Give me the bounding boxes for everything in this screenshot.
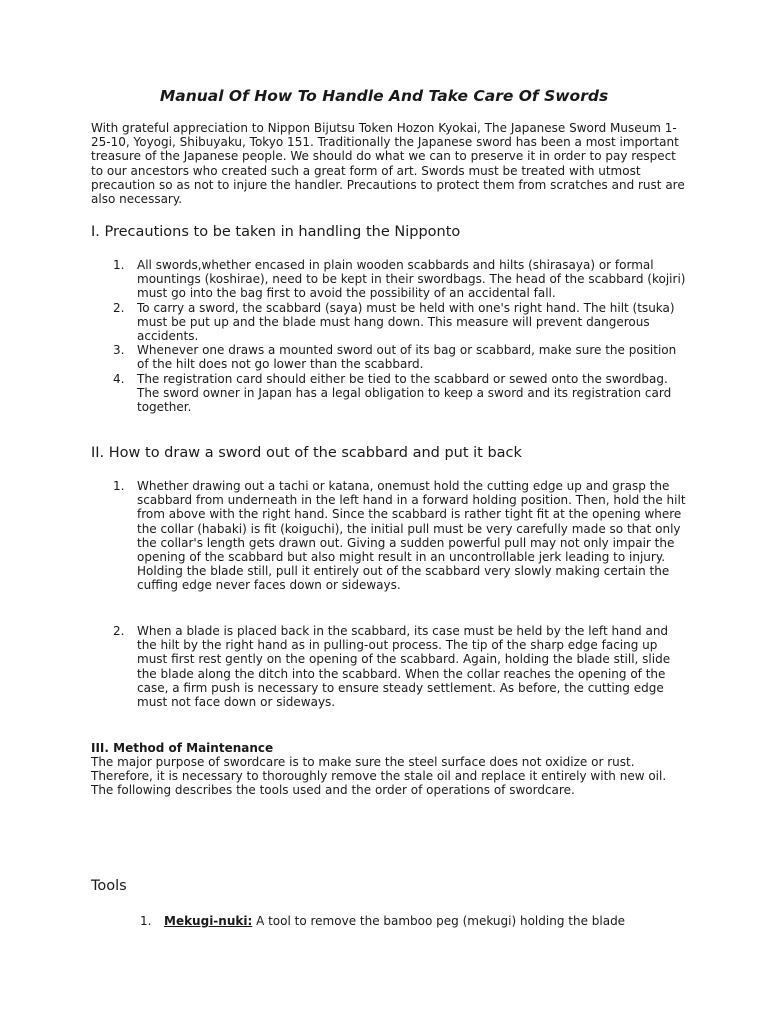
list-item bbox=[91, 343, 691, 371]
list-item-text: To carry a sword, the scabbard (saya) must be held with one's right hand. The hilt (tsuka) must be put up and the blade must hang down. This measure will prevent dangerous accidents. bbox=[137, 300, 675, 344]
list-item-number: 1. bbox=[113, 258, 125, 272]
list-item bbox=[91, 479, 691, 593]
list-item-number: 4. bbox=[113, 371, 125, 386]
section-3-heading: III. Method of Maintenance bbox=[91, 741, 274, 755]
section-3-paragraph: The major purpose of swordcare is to make sure the steel surface does not oxidize or rust. Therefore, it is necessary to thoroughly remove the stale oil and replace it entirely with new oil. The following describes the tools used and the order of operations of swordcare. bbox=[91, 755, 667, 798]
list-item bbox=[91, 258, 691, 301]
intro-paragraph: With grateful appreciation to Nippon Bijutsu Token Hozon Kyokai, The Japanese Sword Museum 1-25-10, Yoyogi, Shibuyaku, Tokyo 151. Traditionally the Japanese sword has been a most important treasure of the Japanese people. We should do what we can to preserve it in order to pay respect to our ancestors who created such a great form of art. Swords must be treated with utmost precaution so as not to injure the handler. Precautions to protect them from scratches and rust are also necessary. bbox=[91, 121, 685, 207]
list-item bbox=[91, 624, 691, 709]
tools-heading: Tools bbox=[91, 878, 127, 894]
tools-list bbox=[91, 914, 691, 928]
list-item-text: Whenever one draws a mounted sword out of its bag or scabbard, make sure the position of the hilt does not go lower than the scabbard. bbox=[137, 343, 677, 372]
document-title: Manual Of How To Handle And Take Care Of Swords bbox=[159, 87, 609, 105]
list-item-number: 1. bbox=[140, 914, 152, 928]
list-item-number: 2. bbox=[113, 300, 125, 315]
list-item-number: 2. bbox=[113, 624, 125, 638]
section-2-list-continued bbox=[91, 624, 691, 709]
list-item-text: When a blade is placed back in the scabbard, its case must be held by the left hand and the hilt by the right hand as in pulling-out process. The tip of the sharp edge facing up must first rest gently on the opening of the scabbard. Again, holding the blade still, slide the blade along the ditch into the scabbard. When the collar reaches the opening of the case, a firm push is necessary to ensure steady settlement. As before, the cutting edge must not face down or sideways. bbox=[137, 624, 671, 710]
list-item bbox=[91, 914, 691, 928]
list-item bbox=[91, 372, 691, 415]
list-item-number: 3. bbox=[113, 343, 125, 358]
list-item-text: A tool to remove the bamboo peg (mekugi) holding the blade bbox=[252, 914, 626, 928]
section-1-heading: I. Precautions to be taken in handling the Nipponto bbox=[91, 224, 461, 240]
list-item-text: Whether drawing out a tachi or katana, onemust hold the cutting edge up and grasp the scabbard from underneath in the left hand in a forward holding position. Then, hold the hilt from above with the right hand. Since the scabbard is rather tight fit at the opening where the collar (habaki) is fit (koiguchi), the initial pull must be very carefully made so that only the collar's length gets drawn out. Giving a sudden powerful pull may not only impair the opening of the scabbard but also might result in an uncontrollable jerk leading to injury. Holding the blade still, pull it entirely out of the scabbard very slowly making certain the cuffing edge never faces down or sideways. bbox=[137, 479, 686, 593]
section-1-list bbox=[91, 258, 691, 414]
list-item-number: 1. bbox=[113, 479, 125, 493]
list-item-text: All swords,whether encased in plain wooden scabbards and hilts (shirasaya) or formal mountings (koshirae), need to be kept in their swordbags. The head of the scabbard (kojiri) must go into the bag first to avoid the possibility of an accidental fall. bbox=[137, 258, 686, 301]
tool-term: Mekugi-nuki: bbox=[164, 914, 253, 928]
section-2-list bbox=[91, 479, 691, 593]
section-2-heading: II. How to draw a sword out of the scabbard and put it back bbox=[91, 445, 522, 461]
list-item-text: The registration card should either be tied to the scabbard or sewed onto the swordbag. The sword owner in Japan has a legal obligation to keep a sword and its registration card together. bbox=[137, 371, 672, 415]
list-item bbox=[91, 301, 691, 344]
